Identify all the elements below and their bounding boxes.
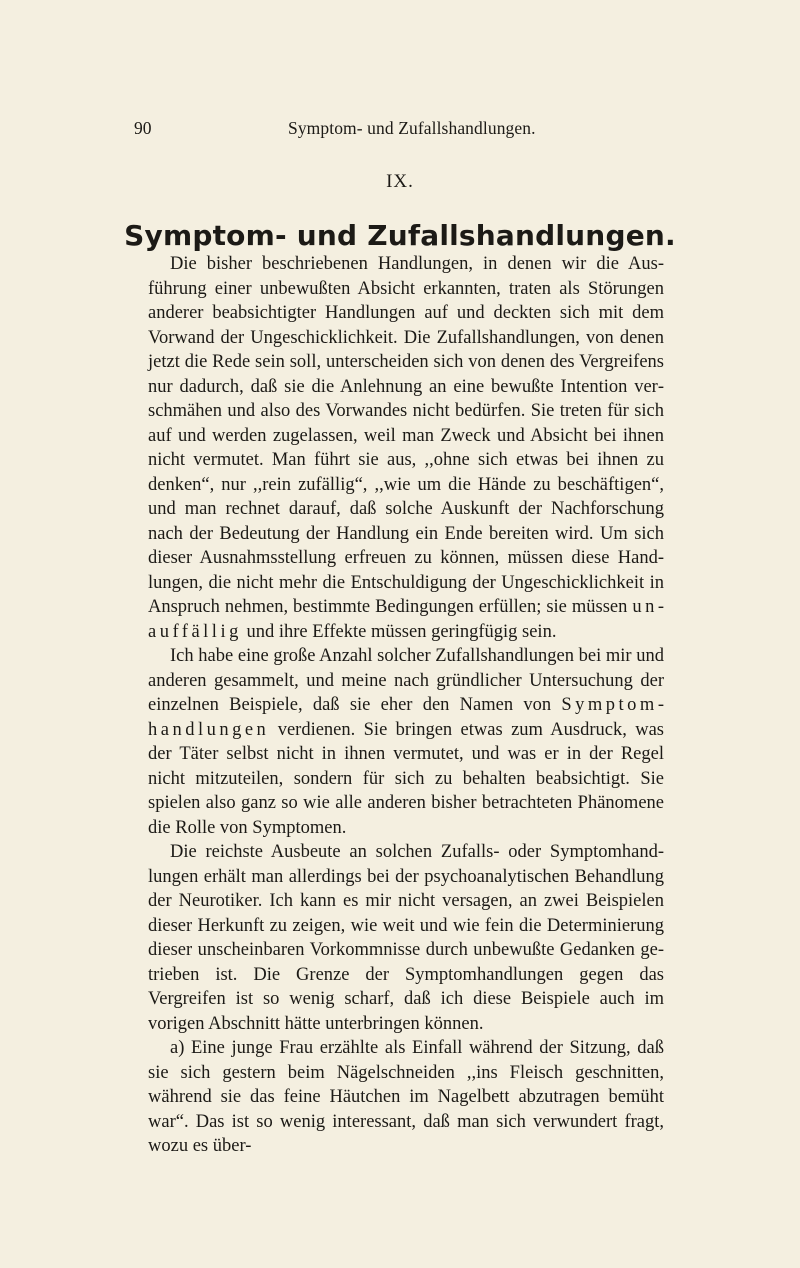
running-header [0,116,800,140]
paragraph-text: Ich habe eine große Anzahl solcher Zufallshandlungen bei mir und anderen gesammelt, und meine nach gründlicher Untersuchung der einzelnen Beispiele, daß sie eher den Namen von [148,646,664,715]
paragraph-text: und ihre Effekte müssen geringfügig sein. [241,621,557,642]
paragraph-2 [148,644,664,840]
body-text [148,252,664,1159]
paragraph-3 [148,840,664,1036]
running-title: Symptom- und Zufallshandlungen. [288,118,536,138]
chapter-title: Symptom- und Zufallshandlungen. [124,219,676,252]
paragraph-1 [148,252,664,644]
paragraph-text: a) Eine junge Frau erzählte als Einfall während der Sitzung, daß sie sich gestern beim Nägelschneiden ,,ins Fleisch geschnitten, während sie das feine Häutchen im Nagelbett abzutragen bemüht war“. Das ist so wenig interessant, daß man sich verwundert fragt, wozu es über- [148,1038,664,1156]
page-number: 90 [134,118,152,138]
paragraph-text: Die bisher beschriebenen Handlungen, in denen wir die Ausführung einer unbewußten Absicht erkannten, traten als Störungen anderer beabsichtigter Handlungen auf und deckten sich mit dem Vorwand der Ungeschicklichkeit. Die Zufallshandlungen, von denen jetzt die Rede sein soll, unterscheiden sich von denen des Vergreifens nur dadurch, daß sie die Anlehnung an eine bewußte Intention verschmähen und also des Vorwandes nicht bedürfen. Sie treten für sich auf und werden zugelassen, weil man Zweck und Absicht bei ihnen nicht vermutet. Man führt sie aus, ,,ohne sich etwas bei ihnen zu denken“, nur ,,rein zufällig“, ,,wie um die Hände zu beschäftigen“, und man rechnet darauf, daß solche Auskunft der Nachforschung nach der Bedeutung der Handlung ein Ende bereiten wird. Um sich dieser Ausnahmsstellung erfreuen zu können, müssen diese Handlungen, die nicht mehr die Entschuldigung der Ungeschicklichkeit in Anspruch nehmen, bestimmte Bedingungen erfüllen; sie müssen [148,254,664,617]
spaced-emphasis: unauffällig [148,597,664,642]
spaced-emphasis: Symptomhandlungen [148,695,664,740]
chapter-number: IX. [386,171,414,192]
paragraph-text: Die reichste Ausbeute an solchen Zufalls- oder Symptomhandlungen erhält man allerdings bei der psychoanalytischen Behandlung der Neurotiker. Ich kann es mir nicht versagen, an zwei Beispielen dieser Herkunft zu zeigen, wie weit und wie fein die Determinierung dieser unscheinbaren Vorkommnisse durch unbewußte Gedanken getrieben ist. Die Grenze der Symptomhandlungen gegen das Vergreifen ist so wenig scharf, daß ich diese Beispiele auch im vorigen Abschnitt hätte unterbringen können. [148,842,664,1034]
paragraph-4 [148,1036,664,1159]
paragraph-text: verdienen. Sie bringen etwas zum Ausdruck, was der Täter selbst nicht in ihnen vermutet, und was er in der Regel nicht mitzuteilen, sondern für sich zu behalten beabsichtigt. Sie spielen also ganz so wie alle anderen bisher betrachteten Phänomene die Rolle von Symptomen. [148,719,664,838]
